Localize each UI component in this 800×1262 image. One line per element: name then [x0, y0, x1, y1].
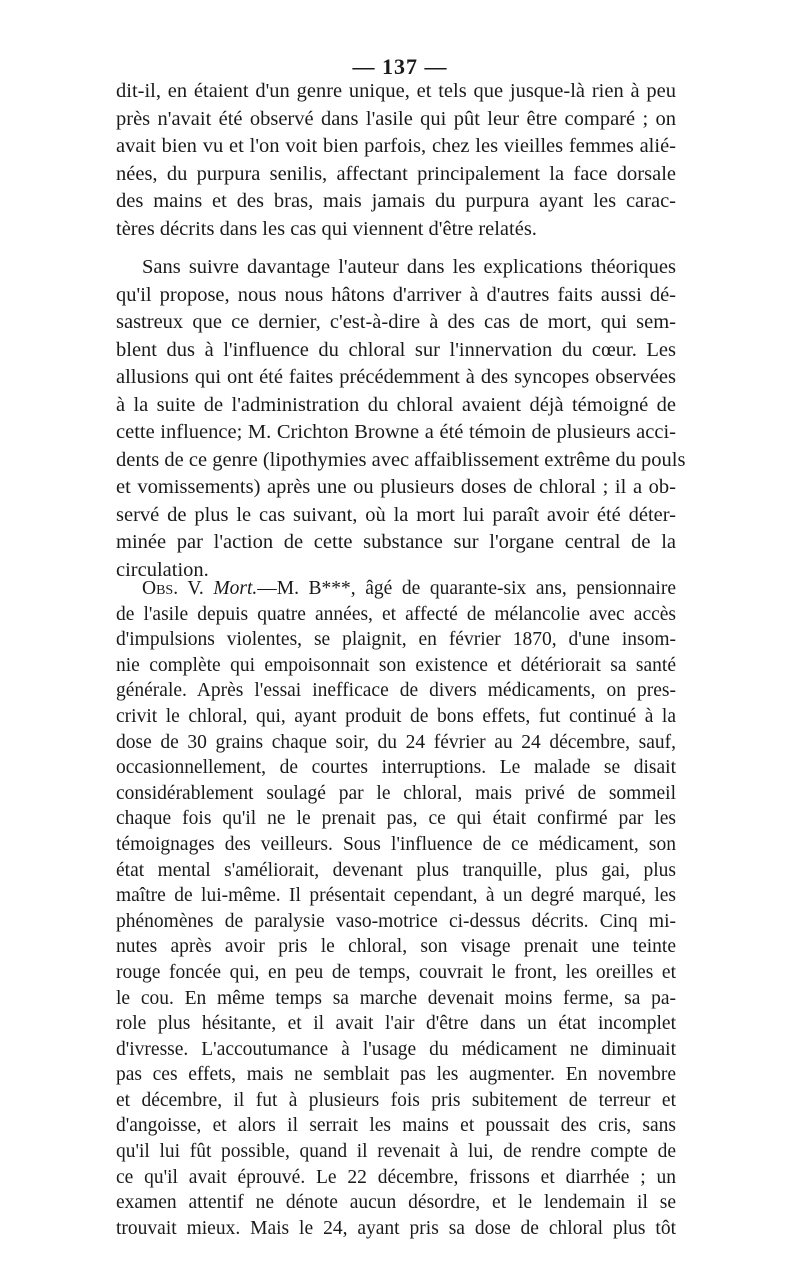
- text-line: état mental s'améliorait, devenant plus tranquille, plus gai, plus: [116, 859, 676, 881]
- text-line: phénomènes de paralysie vaso-motrice ci-dessus décrits. Cinq mi-: [116, 910, 676, 932]
- text-line: occasionnellement, de courtes interruptions. Le malade se disait: [116, 757, 676, 779]
- text-line: role plus hésitante, et il avait l'air d'être dans un état incomplet: [116, 1013, 676, 1035]
- text-line: générale. Après l'essai inefficace de divers médicaments, on pres-: [116, 680, 676, 702]
- observation-label: Obs. V.: [142, 578, 204, 599]
- text-line: chaque fois qu'il ne le prenait pas, ce qui était confirmé par les: [116, 808, 676, 830]
- text-line: d'impulsions violentes, se plaignit, en février 1870, d'une insom-: [116, 629, 676, 651]
- text-line: près n'avait été observé dans l'asile qui pût leur être comparé ; on: [116, 107, 676, 130]
- paragraph-1: [116, 78, 676, 243]
- text-line: témoignages des veilleurs. Sous l'influence de ce médicament, son: [116, 833, 676, 855]
- text-line: cette influence; M. Crichton Browne a été témoin de plusieurs acci-: [116, 421, 676, 443]
- text-line: dents de ce genre (lipothymies avec affaiblissement extrême du pouls: [116, 448, 686, 471]
- text-line: trouvait mieux. Mais le 24, ayant pris sa dose de chloral plus tôt: [116, 1217, 676, 1239]
- text-line: minée par l'action de cette substance sur l'organe central de la: [116, 531, 676, 553]
- text-line: rouge foncée qui, en peu de temps, couvrait le front, les oreilles et: [116, 961, 676, 983]
- text-line: tères décrits dans les cas qui viennent d'être relatés.: [116, 217, 537, 240]
- observation-block: [116, 576, 676, 1241]
- text-line: crivit le chloral, qui, ayant produit de bons effets, fut continué à la: [116, 705, 676, 727]
- text-line: des mains et des bras, mais jamais du purpura ayant les carac-: [116, 190, 676, 212]
- text-line: qu'il propose, nous nous hâtons d'arriver à d'autres faits aussi dé-: [116, 283, 676, 306]
- paragraph-2: [116, 254, 686, 584]
- text-line: sastreux que ce dernier, c'est-à-dire à des cas de mort, qui sem-: [116, 311, 676, 333]
- text-line: et décembre, il fut à plusieurs fois pris subitement de terreur et: [116, 1089, 676, 1111]
- text-line: nées, du purpura senilis, affectant principalement la face dorsale: [116, 162, 676, 185]
- observation-first-line: —M. B***, âgé de quarante-six ans, pensionnaire: [257, 578, 676, 599]
- text-line: allusions qui ont été faites précédemment à des syncopes observées: [116, 366, 676, 388]
- text-line: blent dus à l'influence du chloral sur l'innervation du cœur. Les: [116, 338, 676, 361]
- text-line: considérablement soulagé par le chloral, mais privé de sommeil: [116, 782, 676, 804]
- text-line: Sans suivre davantage l'auteur dans les explications théoriques: [142, 256, 676, 278]
- text-line: à la suite de l'administration du chloral avaient déjà témoigné de: [116, 393, 676, 416]
- observation-title: Mort.: [213, 578, 258, 599]
- text-line: qu'il lui fût possible, quand il revenait à lui, de rendre compte de: [116, 1141, 676, 1163]
- text-line: avait bien vu et l'on voit bien parfois, chez les vieilles femmes alié-: [116, 135, 676, 157]
- text-line: circulation.: [116, 558, 209, 581]
- text-line: de l'asile depuis quatre années, et affecté de mélancolie avec accès: [116, 603, 676, 625]
- text-line: servé de plus le cas suivant, où la mort lui paraît avoir été déter-: [116, 503, 676, 526]
- observation-heading-line: [116, 576, 676, 602]
- text-line: maître de lui-même. Il présentait cependant, à un degré marqué, les: [116, 885, 676, 907]
- text-line: pas ces effets, mais ne semblait pas les augmenter. En novembre: [116, 1064, 676, 1086]
- text-line: nie complète qui empoisonnait son existence et détériorait sa santé: [116, 654, 676, 676]
- page-number: — 137 —: [352, 54, 448, 79]
- text-line: examen attentif ne dénote aucun désordre, et le lendemain il se: [116, 1192, 676, 1214]
- text-line: dit-il, en étaient d'un genre unique, et tels que jusque-là rien à peu: [116, 80, 676, 102]
- text-line: ce qu'il avait éprouvé. Le 22 décembre, frissons et diarrhée ; un: [116, 1166, 676, 1188]
- text-line: d'angoisse, et alors il serrait les mains et poussait des cris, sans: [116, 1115, 676, 1137]
- text-line: le cou. En même temps sa marche devenait moins ferme, sa pa-: [116, 987, 676, 1009]
- text-line: dose de 30 grains chaque soir, du 24 février au 24 décembre, sauf,: [116, 731, 676, 753]
- text-line: d'ivresse. L'accoutumance à l'usage du médicament ne diminuait: [116, 1038, 676, 1060]
- text-line: et vomissements) après une ou plusieurs doses de chloral ; il a ob-: [116, 476, 676, 498]
- text-line: nutes après avoir pris le chloral, son visage prenait une teinte: [116, 936, 676, 958]
